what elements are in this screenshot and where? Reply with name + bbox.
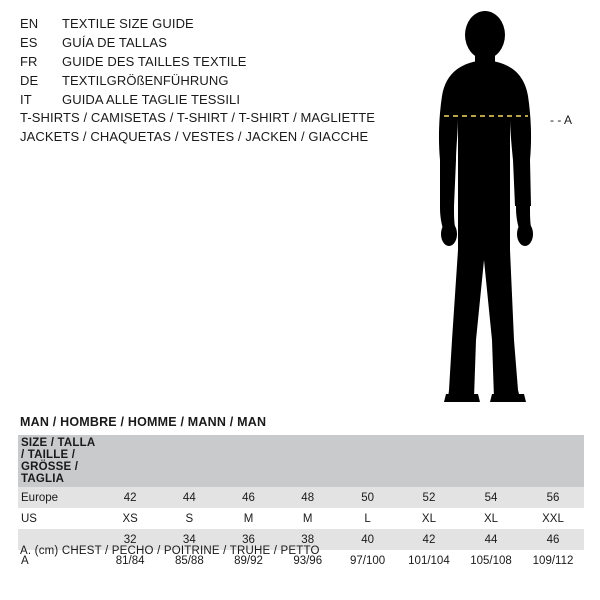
language-row [20,35,380,54]
table-row [18,487,584,508]
garment-category-list [20,110,420,148]
table-header-row [18,435,584,487]
table-cell: 85/88 [160,550,219,571]
marker-letter: A [564,113,573,127]
language-code: IT [20,92,32,107]
table-cell: 56 [522,487,584,508]
table-cell: 40 [337,529,398,550]
table-title: MAN / HOMBRE / HOMME / MANN / MAN [20,415,267,429]
table-header-cell [160,435,219,487]
table-cell: 93/96 [278,550,337,571]
table-cell: 42 [398,529,460,550]
measurement-footnote: A. (cm) CHEST / PECHO / POITRINE / TRUHE / PETTO [20,545,320,557]
table-cell: XXL [522,508,584,529]
language-code: DE [20,73,39,88]
language-title: TEXTILE SIZE GUIDE [62,16,194,31]
male-silhouette-figure [400,10,600,410]
table-cell: 89/92 [219,550,278,571]
table-cell: XL [460,508,522,529]
table-header-cell [219,435,278,487]
row-label: A [18,550,101,571]
table-cell: 46 [219,487,278,508]
table-cell: 38 [278,529,337,550]
language-title: GUIDE DES TAILLES TEXTILE [62,54,247,69]
language-row [20,54,380,73]
table-cell: XL [398,508,460,529]
table-cell: 54 [460,487,522,508]
table-header-cell [460,435,522,487]
table-cell: 32 [101,529,160,550]
language-code: EN [20,16,39,31]
table-cell: 36 [219,529,278,550]
table-cell: M [219,508,278,529]
table-cell: 48 [278,487,337,508]
measure-marker-label [550,113,572,127]
table-cell: 34 [160,529,219,550]
table-cell: 97/100 [337,550,398,571]
table-cell: 101/104 [398,550,460,571]
table-header-cell [278,435,337,487]
table-cell: M [278,508,337,529]
table-header-cell [101,435,160,487]
table-cell: 52 [398,487,460,508]
table-header-cell [337,435,398,487]
table-cell: 42 [101,487,160,508]
table-cell: S [160,508,219,529]
table-cell: 105/108 [460,550,522,571]
table-row [18,508,584,529]
table-cell: 109/112 [522,550,584,571]
language-code: FR [20,54,38,69]
table-cell: XS [101,508,160,529]
category-jackets: JACKETS / CHAQUETAS / VESTES / JACKEN / GIACCHE [20,129,369,144]
row-label: Europe [18,487,101,508]
language-list [20,16,380,111]
table-header-cell [522,435,584,487]
marker-dash: - - [550,113,564,127]
language-row [20,73,380,92]
language-title: GUIDA ALLE TAGLIE TESSILI [62,92,241,107]
language-row [20,92,380,111]
table-cell: 50 [337,487,398,508]
table-header-cell [398,435,460,487]
row-label: US [18,508,101,529]
language-title: TEXTILGRÖßENFÜHRUNG [62,73,229,88]
language-row [20,16,380,35]
silhouette-icon [400,10,600,410]
table-cell: L [337,508,398,529]
table-cell: 81/84 [101,550,160,571]
table-header-label: SIZE / TALLA / TAILLE / GRÖSSE / TAGLIA [18,435,101,487]
table-cell: 46 [522,529,584,550]
table-cell: 44 [160,487,219,508]
table-cell: 44 [460,529,522,550]
category-tshirts: T-SHIRTS / CAMISETAS / T-SHIRT / T-SHIRT / MAGLIETTE [20,110,376,125]
language-title: GUÍA DE TALLAS [62,35,167,50]
language-code: ES [20,35,38,50]
